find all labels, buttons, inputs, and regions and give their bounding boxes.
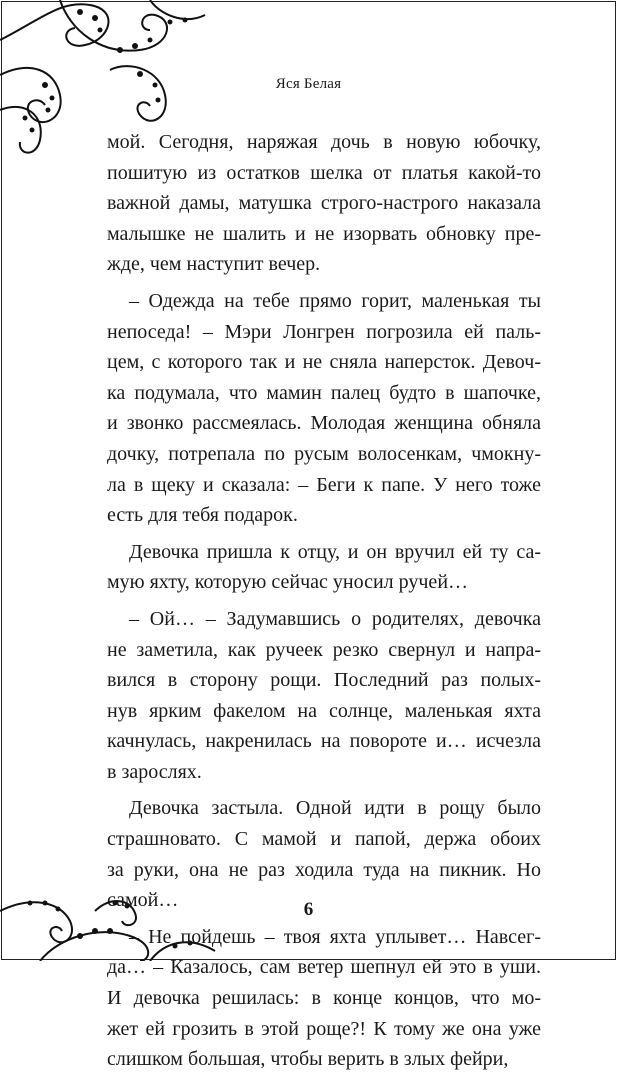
text-line: и звонко рассмеялась. Молодая женщина обняла: [107, 412, 541, 435]
text-line: – Не пойдешь – твоя яхта уплывет… Навсег-: [129, 925, 541, 948]
text-line: в зарослях.: [107, 760, 202, 783]
text-line: – Одежда на тебе прямо горит, маленькая ты: [129, 289, 541, 312]
text-line: важной дамы, матушка строго-настрого наказала: [107, 192, 541, 215]
text-line: есть для тебя подарок.: [107, 504, 298, 527]
paragraph: [107, 286, 541, 531]
paragraph: [107, 604, 541, 788]
text-line: малышке не шалить и не изорвать обновку пре-: [107, 222, 541, 245]
page-number: 6: [303, 899, 314, 920]
text-line: нув ярким факелом на солнце, маленькая яхта: [107, 699, 541, 722]
text-line: ка подумала, что мамин палец будто в шапочке,: [107, 381, 541, 404]
paragraph: [107, 922, 541, 1075]
paragraph: [107, 127, 541, 280]
text-line: ла в щеку и сказала: – Беги к папе. У него тоже: [107, 473, 541, 496]
text-line: жет ей грозить в этой роще?! К тому же она уже: [107, 1017, 541, 1040]
text-line: мой. Сегодня, наряжая дочь в новую юбочку,: [107, 131, 541, 153]
text-line: жде, чем наступит вечер.: [107, 253, 321, 276]
text-line: слишком большая, чтобы верить в злых фейри,: [107, 1048, 509, 1071]
text-line: да… – Казалось, сам ветер шепнул ей это в уши.: [107, 956, 541, 979]
text-line: страшновато. С мамой и папой, держа обоих: [107, 828, 541, 851]
text-line: не заметила, как ручеек резко свернул и напра-: [107, 638, 541, 661]
text-line: мую яхту, которую сейчас уносил ручей…: [107, 571, 469, 594]
text-line: цем, с которого так и не сняла наперсток. Девоч-: [107, 351, 541, 374]
text-line: Девочка застыла. Одной идти в рощу было: [129, 797, 541, 820]
text-line: И девочка решилась: в конце концов, что мо-: [107, 987, 541, 1010]
text-line: непоседа! – Мэри Лонгрен погрозила ей паль-: [107, 320, 541, 343]
text-line: пошитую из остатков шелка от платья какой-то: [107, 161, 541, 184]
paragraph: [107, 537, 541, 598]
text-line: качнулась, накренилась на повороте и… исчезла: [107, 730, 541, 753]
text-line: вился в сторону рощи. Последний раз полых-: [107, 669, 541, 692]
body-text: [107, 127, 541, 1075]
paragraph: [107, 793, 541, 915]
text-line: самой…: [107, 889, 179, 912]
running-head-author: Яся Белая: [275, 76, 342, 92]
text-line: за руки, она не раз ходила туда на пикник. Но: [107, 858, 541, 881]
text-line: дочку, потрепала по русым волосенкам, чмокну-: [107, 442, 541, 465]
text-line: – Ой… – Задумавшись о родителях, девочка: [129, 607, 541, 630]
text-line: Девочка пришла к отцу, и он вручил ей ту са-: [129, 540, 541, 563]
